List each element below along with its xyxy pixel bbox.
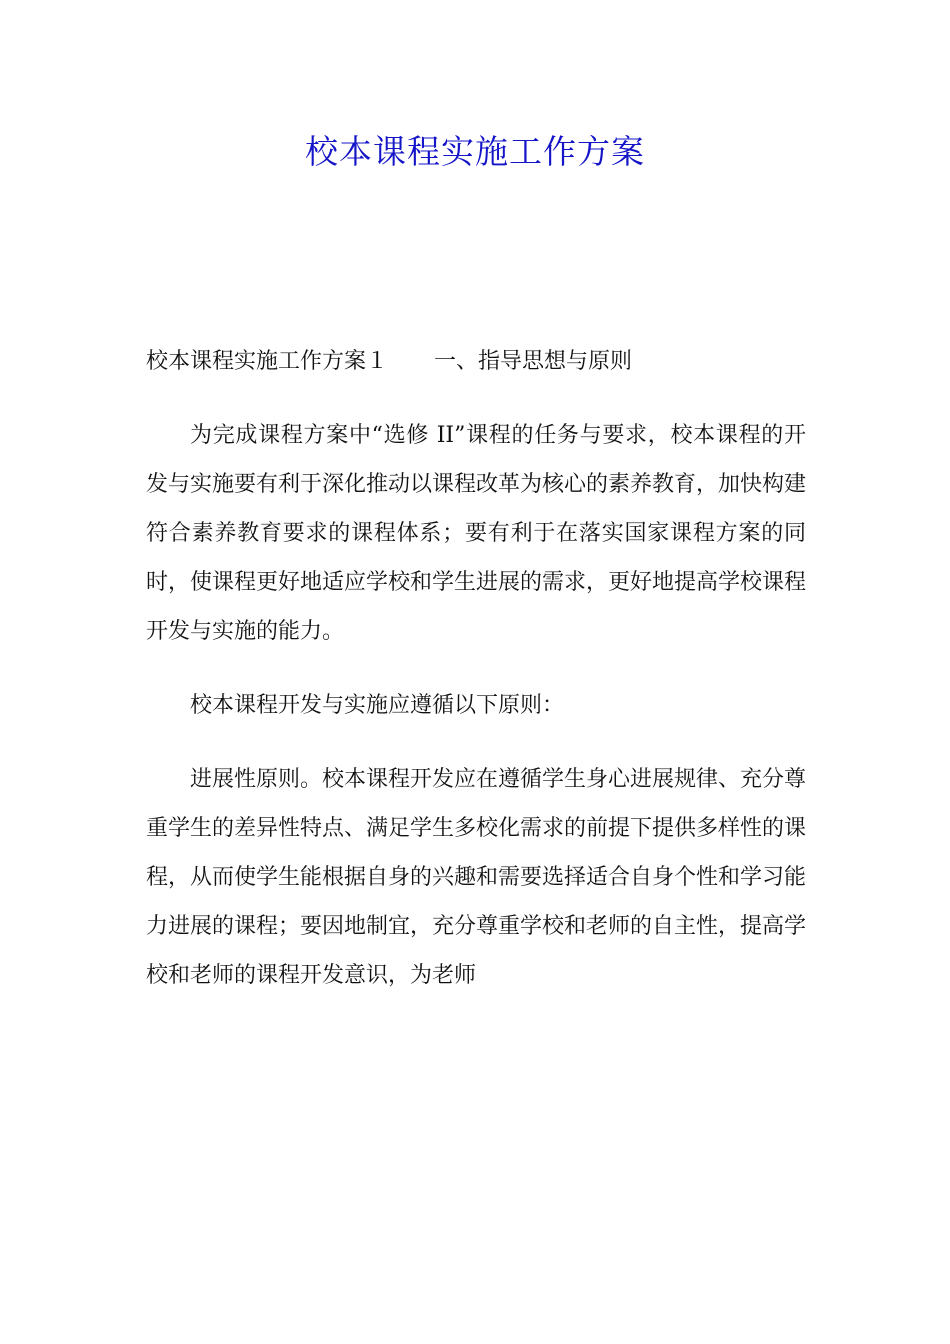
paragraph-development-principle: 进展性原则。校本课程开发应在遵循学生身心进展规律、充分尊重学生的差异性特点、满足学生多校化需求的前提下提供多样性的课程，从而使学生能根据自身的兴趣和需要选择适合自身个性和学习能力进展的课程；要因地制宜，充分尊重学校和老师的自主性，提高学校和老师的课程开发意识，为老师 — [146, 767, 807, 988]
paragraph-guiding-ideology: 为完成课程方案中“选修 II”课程的任务与要求，校本课程的开发与实施要有利于深化推动以课程改革为核心的素养教育，加快构建符合素养教育要求的课程体系；要有利于在落实国家课程方案的同时，使课程更好地适应学校和学生进展的需求，更好地提高学校课程开发与实施的能力。 — [146, 423, 807, 644]
section-heading: 一、指导思想与原则 — [434, 349, 633, 374]
document-body — [146, 337, 806, 1025]
document-title: 校本课程实施工作方案 — [305, 132, 645, 171]
paragraph-principles-intro: 校本课程开发与实施应遵循以下原则： — [190, 693, 565, 718]
plan-heading: 校本课程实施工作方案１ — [146, 349, 389, 374]
section-heading-line — [146, 337, 806, 386]
